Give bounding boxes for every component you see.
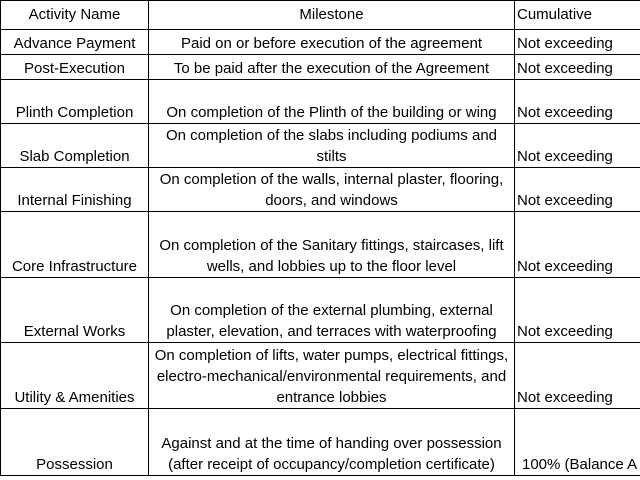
- activity-cell[interactable]: Slab Completion: [1, 124, 149, 168]
- activity-cell[interactable]: Utility & Amenities: [1, 343, 149, 409]
- activity-cell[interactable]: Possession: [1, 409, 149, 476]
- header-milestone[interactable]: Milestone: [149, 1, 515, 30]
- table-row: [1, 124, 640, 168]
- activity-cell[interactable]: Internal Finishing: [1, 168, 149, 212]
- activity-cell[interactable]: Plinth Completion: [1, 80, 149, 124]
- milestone-cell[interactable]: Paid on or before execution of the agreement: [149, 30, 515, 55]
- cumulative-cell[interactable]: Not exceeding: [515, 124, 640, 168]
- cumulative-cell[interactable]: Not exceeding: [515, 212, 640, 278]
- milestone-cell[interactable]: On completion of lifts, water pumps, electrical fittings, electro-mechanical/environmental requirements, and entrance lobbies: [149, 343, 515, 409]
- table-row: [1, 212, 640, 278]
- milestone-cell[interactable]: On completion of the Sanitary fittings, staircases, lift wells, and lobbies up to the floor level: [149, 212, 515, 278]
- cumulative-cell[interactable]: Not exceeding: [515, 55, 640, 80]
- header-activity-name[interactable]: Activity Name: [1, 1, 149, 30]
- activity-cell[interactable]: External Works: [1, 278, 149, 343]
- cumulative-cell[interactable]: Not exceeding: [515, 80, 640, 124]
- table-row: [1, 30, 640, 55]
- table-row: [1, 168, 640, 212]
- table-row: [1, 55, 640, 80]
- header-cumulative[interactable]: Cumulative: [515, 1, 640, 30]
- cumulative-cell[interactable]: Not exceeding: [515, 278, 640, 343]
- activity-cell[interactable]: Post-Execution: [1, 55, 149, 80]
- cumulative-cell[interactable]: Not exceeding: [515, 343, 640, 409]
- cumulative-cell[interactable]: Not exceeding: [515, 168, 640, 212]
- activity-cell[interactable]: Core Infrastructure: [1, 212, 149, 278]
- header-row: [1, 1, 640, 30]
- table-row: [1, 80, 640, 124]
- cumulative-cell[interactable]: 100% (Balance A: [515, 409, 640, 476]
- milestone-cell[interactable]: On completion of the walls, internal plaster, flooring, doors, and windows: [149, 168, 515, 212]
- table-row: [1, 409, 640, 476]
- cumulative-cell[interactable]: Not exceeding: [515, 30, 640, 55]
- milestone-cell[interactable]: On completion of the external plumbing, external plaster, elevation, and terraces with waterproofing: [149, 278, 515, 343]
- milestone-cell[interactable]: On completion of the slabs including podiums and stilts: [149, 124, 515, 168]
- milestone-cell[interactable]: To be paid after the execution of the Agreement: [149, 55, 515, 80]
- activity-cell[interactable]: Advance Payment: [1, 30, 149, 55]
- table-row: [1, 278, 640, 343]
- milestone-cell[interactable]: Against and at the time of handing over possession (after receipt of occupancy/completion certificate): [149, 409, 515, 476]
- milestone-cell[interactable]: On completion of the Plinth of the building or wing: [149, 80, 515, 124]
- table-row: [1, 343, 640, 409]
